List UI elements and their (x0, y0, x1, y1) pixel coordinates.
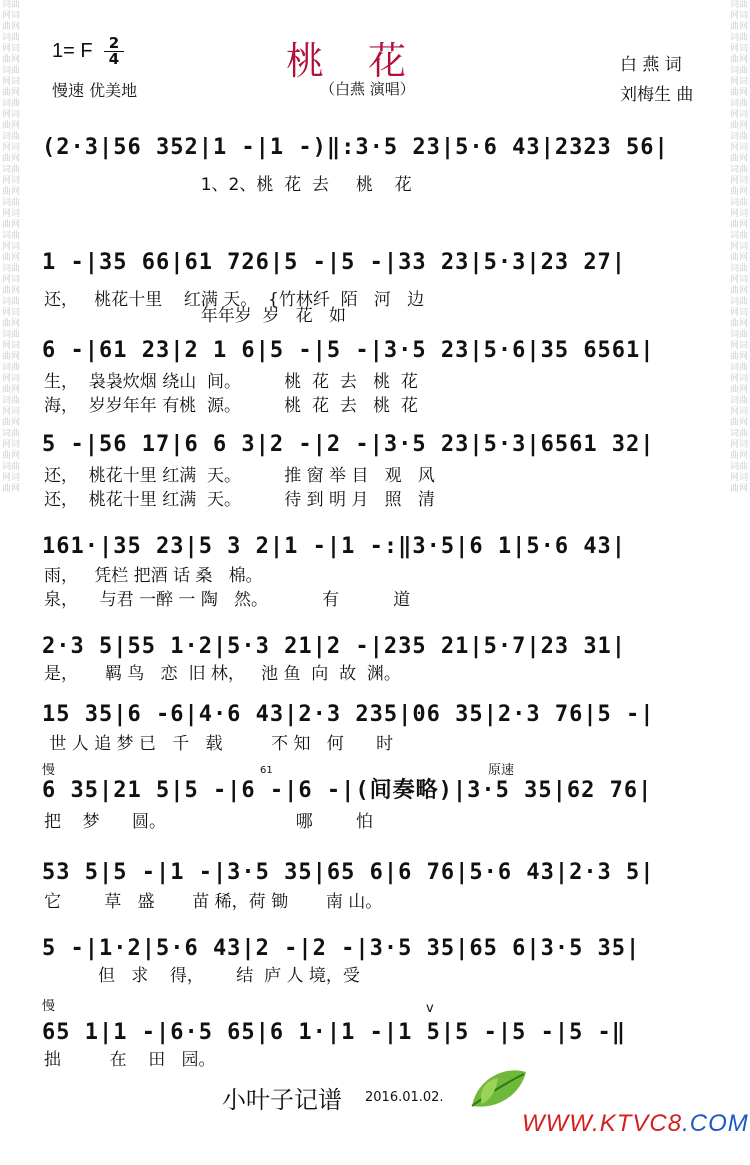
leaf-icon (468, 1066, 528, 1114)
notation-line: 5 -|56 17|6 6 3|2 -|2 -|3·5 23|5·3|6561 32| (42, 432, 655, 457)
notation-line: 161·|35 23|5 3 2|1 -|1 -:‖3·5|6 1|5·6 43| (42, 534, 627, 559)
notation-line: 5 -|1·2|5·6 43|2 -|2 -|3·5 35|65 6|3·5 35| (42, 936, 641, 961)
key-signature: 1= F (52, 40, 93, 62)
staff-system-6 (42, 623, 722, 691)
site-name: KTVC8 (599, 1110, 683, 1137)
notation-line: 2·3 5|55 1·2|5·3 21|2 -|235 21|5·7|23 31| (42, 634, 627, 659)
lyric-line-1: 但 求 得， 结 庐 人 境，受 (44, 966, 360, 986)
staff-system-1 (42, 124, 722, 239)
original-tempo-marking: 原速 (488, 763, 515, 778)
staff-system-2 (42, 239, 722, 327)
website-link[interactable] (522, 1110, 749, 1138)
lyric-line-1: 1、2、桃 花 去 桃 花 (44, 175, 412, 195)
notation-line: (2·3|56 352|1 -|1 -)‖:3·5 23|5·6 43|2323 56| (42, 135, 669, 160)
staff-system-8 (42, 763, 722, 849)
staff-system-9 (42, 849, 722, 925)
transcription-date: 2016.01.02. (365, 1090, 444, 1105)
singer-credit: （白燕 演唱） (320, 80, 415, 98)
notation-line: 15 35|6 -6|4·6 43|2·3 235|06 35|2·3 76|5 -| (42, 702, 655, 727)
score-body (42, 124, 722, 1085)
notation-line: 53 5|5 -|1 -|3·5 35|65 6|6 76|5·6 43|2·3 5| (42, 860, 655, 885)
grace-note: 61 (260, 765, 273, 776)
lyric-line-1: 生， 袅袅炊烟 绕山 间。 桃 花 去 桃 花 (44, 372, 418, 392)
notation-line: 65 1|1 -|6·5 65|6 1·|1 -|1 5|5 -|5 -|5 -‖ (42, 1020, 627, 1045)
notation-line: 1 -|35 66|61 726|5 -|5 -|33 23|5·3|23 27| (42, 250, 627, 275)
lyric-line-2: 年年岁 岁 花 如 (44, 306, 346, 326)
time-numerator: 2 (104, 36, 124, 52)
notation-line: 6 -|61 23|2 1 6|5 -|5 -|3·5 23|5·6|35 6561| (42, 338, 655, 363)
slow-marking-1: 慢 (42, 763, 56, 778)
staff-system-4 (42, 421, 722, 523)
breath-mark: v (426, 1001, 434, 1016)
lyric-line-2: 海， 岁岁年年 有桃 源。 桃 花 去 桃 花 (44, 396, 418, 416)
composer-credit: 刘梅生 曲 (620, 85, 694, 105)
song-title: 桃花 (286, 39, 451, 83)
site-prefix: WWW. (522, 1110, 600, 1137)
notation-line: 6 35|21 5|5 -|6 -|6 -|(间奏略)|3·5 35|62 76| (42, 778, 653, 803)
lyric-line-1: 世 人 追 梦 已 千 载 不 知 何 时 (44, 734, 394, 754)
staff-system-5 (42, 523, 722, 623)
lyric-line-2: 泉， 与君 一醉 一 陶 然。 有 道 (44, 590, 411, 610)
time-signature (104, 36, 124, 67)
lyric-line-1: 它 草 盛 苗 稀，荷 锄 南 山。 (44, 892, 383, 912)
lyric-line-1: 把 梦 圆。 哪 怕 (44, 812, 373, 832)
lyric-line-1: 还， 桃花十里 红满 天。 {竹林纤 陌 河 边 (44, 290, 425, 310)
watermark-right: 词曲网词曲网词曲网词曲网词曲网词曲网词曲网词曲网词曲网词曲网词曲网词曲网词曲网词曲网词曲网词曲网词曲网词曲网词曲网词曲网词曲网词曲网词曲网词曲网词曲网词曲网词曲网词曲网词曲网词曲网 (730, 0, 748, 494)
transcriber-signature: 小叶子记谱 (222, 1086, 342, 1114)
lyric-line-1: 拙 在 田 园。 (44, 1050, 216, 1070)
staff-system-7 (42, 691, 722, 767)
time-denominator: 4 (108, 50, 120, 68)
staff-system-3 (42, 327, 722, 421)
lyricist-credit: 白 燕 词 (620, 55, 682, 75)
lyric-line-1: 雨， 凭栏 把酒 话 桑 棉。 (44, 566, 263, 586)
tempo-marking: 慢速 优美地 (52, 81, 138, 100)
site-suffix: .COM (682, 1110, 749, 1137)
lyric-line-1: 还， 桃花十里 红满 天。 推 窗 举 目 观 风 (44, 466, 435, 486)
staff-system-11 (42, 999, 722, 1085)
lyric-line-1: 是， 羁 鸟 恋 旧 林， 池 鱼 向 故 渊。 (44, 664, 401, 684)
score-header (0, 0, 750, 120)
watermark-left: 词曲网词曲网词曲网词曲网词曲网词曲网词曲网词曲网词曲网词曲网词曲网词曲网词曲网词曲网词曲网词曲网词曲网词曲网词曲网词曲网词曲网词曲网词曲网词曲网词曲网词曲网词曲网词曲网词曲网词曲网 (2, 0, 20, 494)
slow-marking-2: 慢 (42, 999, 56, 1014)
lyric-line-2: 还， 桃花十里 红满 天。 待 到 明 月 照 清 (44, 490, 435, 510)
staff-system-10 (42, 925, 722, 1009)
